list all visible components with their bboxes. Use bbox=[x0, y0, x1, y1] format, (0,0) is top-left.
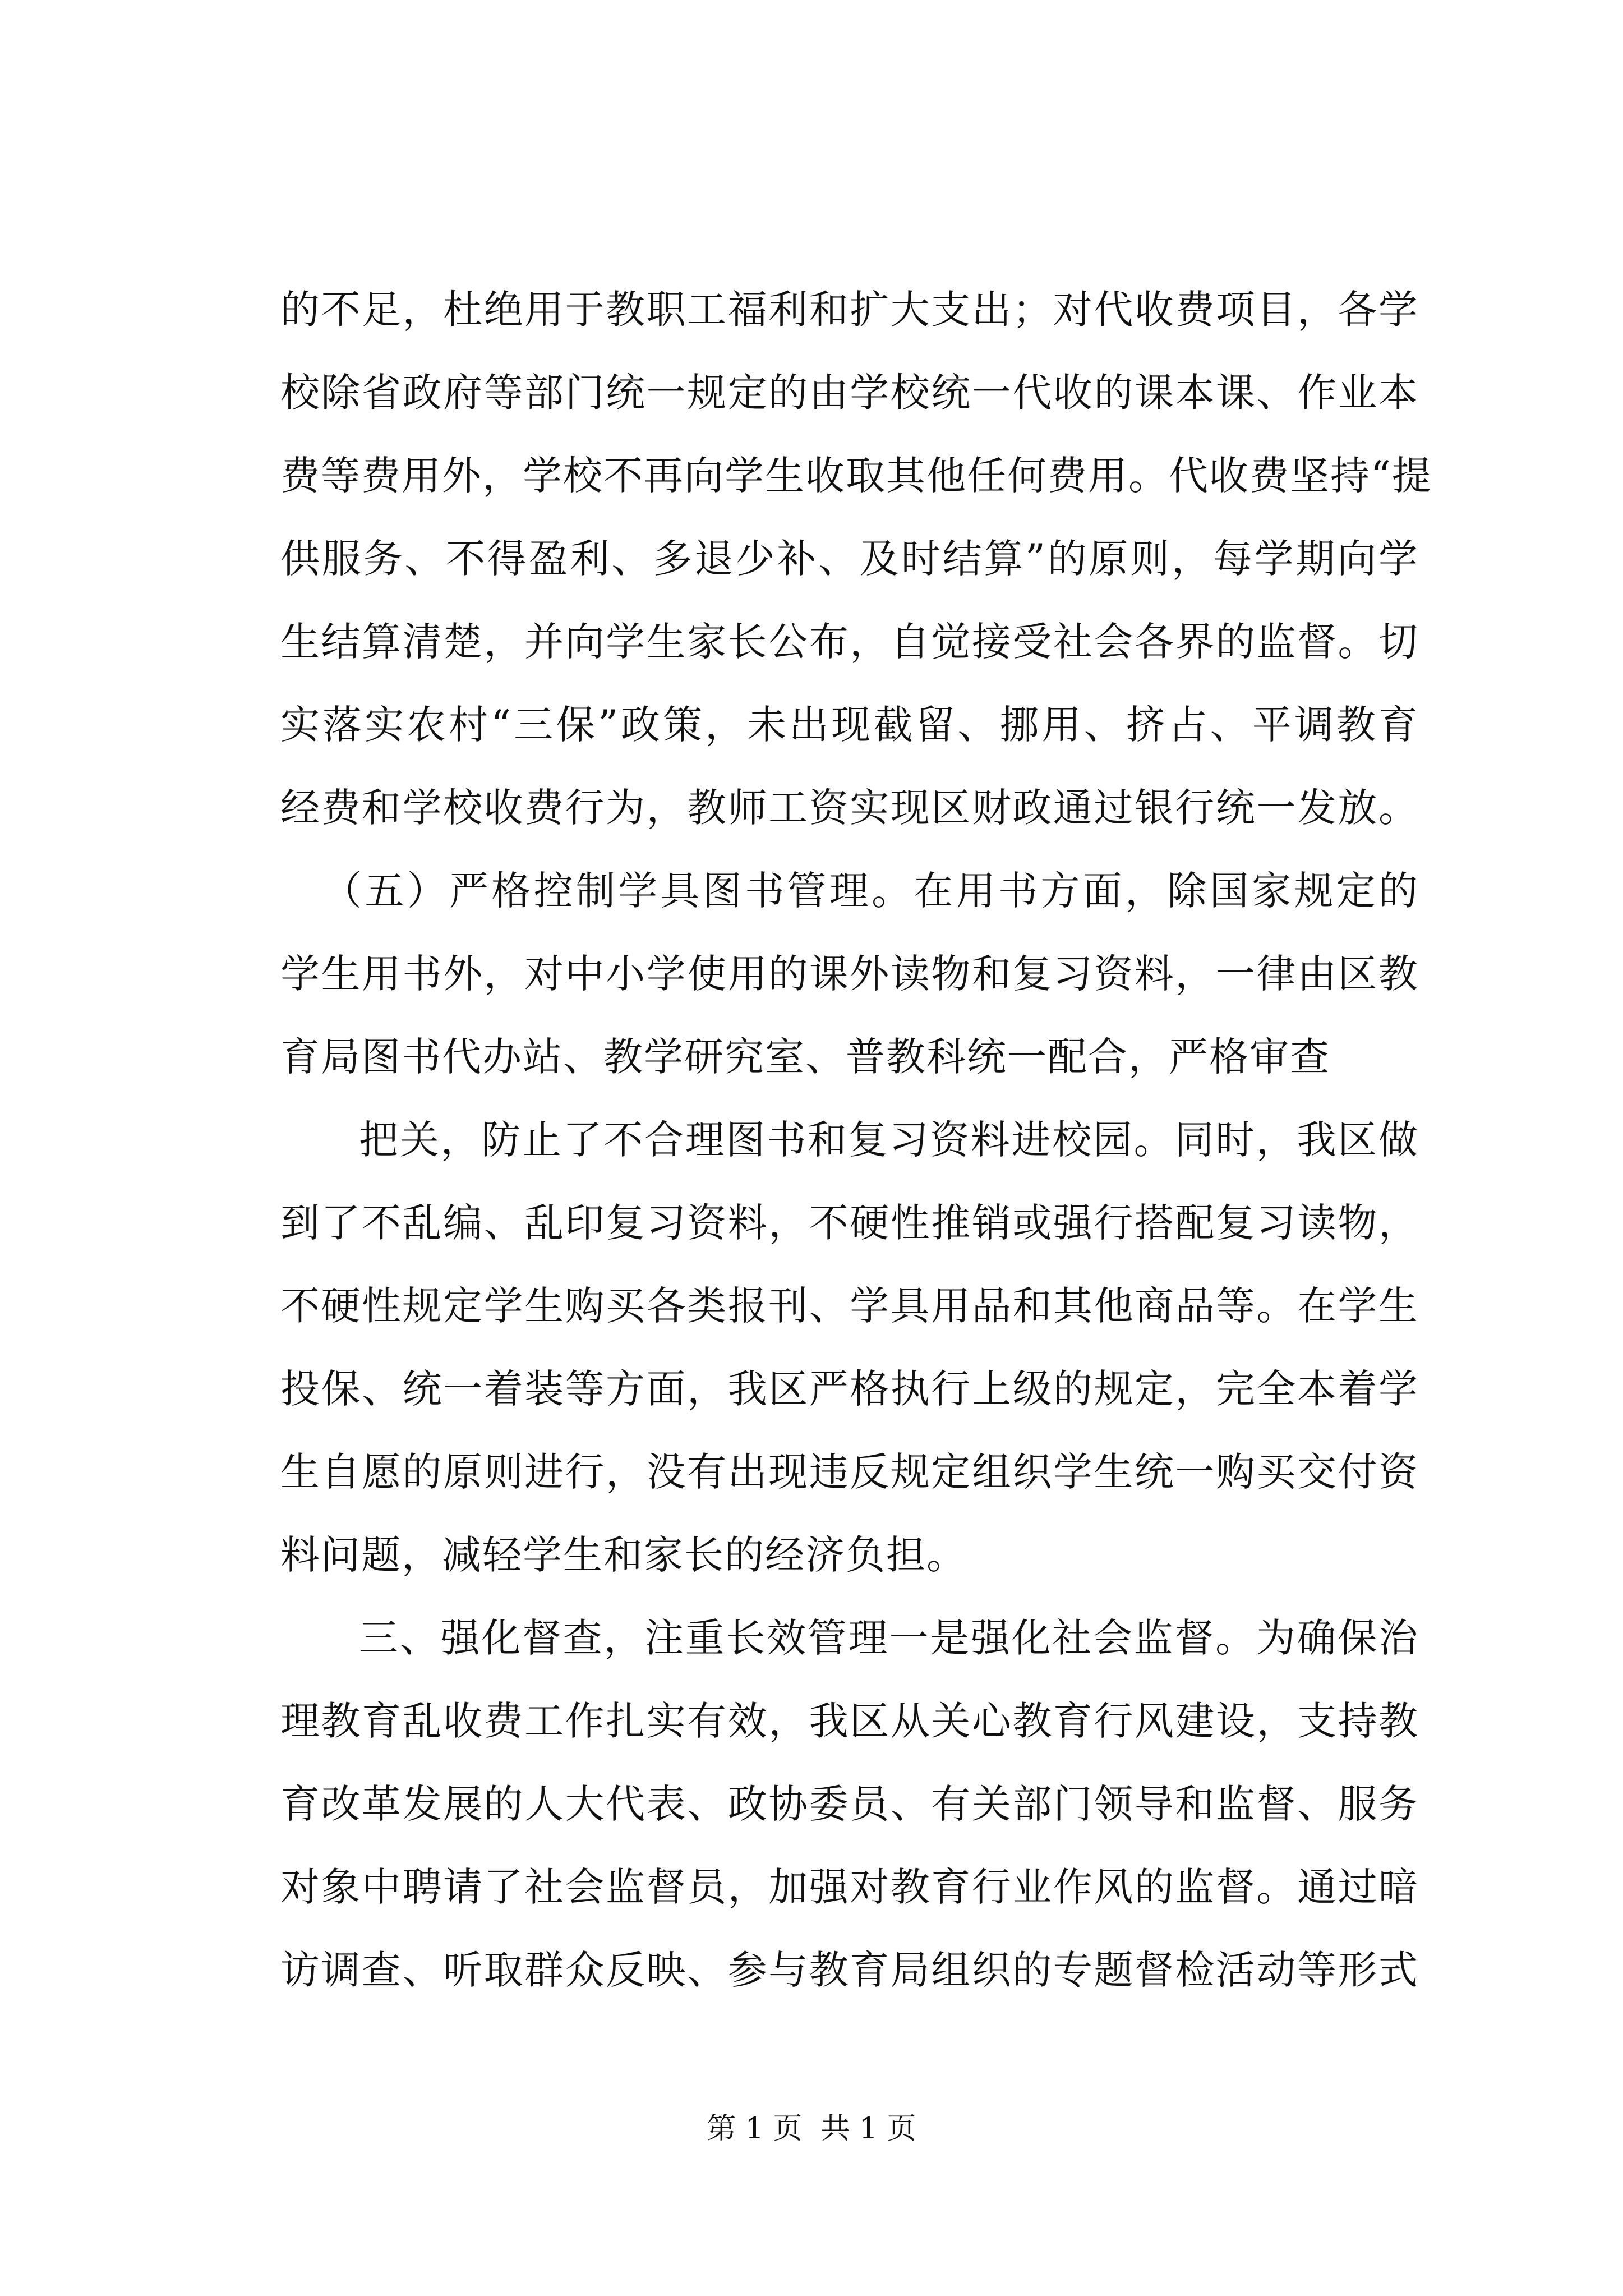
text-line: 实落实农村“三保”政策，未出现截留、挪用、挤占、平调教育 bbox=[280, 702, 1419, 748]
text-line: 供服务、不得盈利、多退少补、及时结算”的原则，每学期向学 bbox=[280, 536, 1419, 582]
text-line: 的不足，杜绝用于教职工福利和扩大支出；对代收费项目，各学 bbox=[280, 287, 1419, 333]
text-line: 把关，防止了不合理图书和复习资料进校园。同时，我区做 bbox=[359, 1117, 1419, 1163]
text-line: 三、强化督查，注重长效管理一是强化社会监督。为确保治 bbox=[359, 1615, 1419, 1661]
text-line: 育改革发展的人大代表、政协委员、有关部门领导和监督、服务 bbox=[280, 1781, 1419, 1827]
text-line: 访调查、听取群众反映、参与教育局组织的专题督检活动等形式 bbox=[280, 1947, 1419, 1993]
text-line: 理教育乱收费工作扎实有效，我区从关心教育行风建设，支持教 bbox=[280, 1698, 1419, 1744]
text-line: 生结算清楚，并向学生家长公布，自觉接受社会各界的监督。切 bbox=[280, 619, 1419, 665]
page-number-footer: 第 1 页 共 1 页 bbox=[707, 2112, 916, 2146]
text-line: 到了不乱编、乱印复习资料，不硬性推销或强行搭配复习读物， bbox=[280, 1200, 1419, 1246]
text-line: 不硬性规定学生购买各类报刊、学具用品和其他商品等。在学生 bbox=[280, 1283, 1419, 1329]
text-line: 生自愿的原则进行，没有出现违反规定组织学生统一购买交付资 bbox=[280, 1449, 1419, 1495]
text-line: 投保、统一着装等方面，我区严格执行上级的规定，完全本着学 bbox=[280, 1366, 1419, 1412]
text-line: 费等费用外，学校不再向学生收取其他任何费用。代收费坚持“提 bbox=[280, 453, 1432, 499]
text-line: 学生用书外，对中小学使用的课外读物和复习资料，一律由区教 bbox=[280, 951, 1419, 997]
text-line: 对象中聘请了社会监督员，加强对教育行业作风的监督。通过暗 bbox=[280, 1864, 1419, 1910]
body-text bbox=[280, 268, 1432, 2012]
text-line: 料问题，减轻学生和家长的经济负担。 bbox=[280, 1532, 967, 1578]
text-line: 经费和学校收费行为，教师工资实现区财政通过银行统一发放。 bbox=[280, 785, 1419, 831]
text-line: （五）严格控制学具图书管理。在用书方面，除国家规定的 bbox=[322, 868, 1419, 914]
text-line: 育局图书代办站、教学研究室、普教科统一配合，严格审查 bbox=[280, 1034, 1330, 1080]
text-line: 校除省政府等部门统一规定的由学校统一代收的课本课、作业本 bbox=[280, 370, 1419, 416]
